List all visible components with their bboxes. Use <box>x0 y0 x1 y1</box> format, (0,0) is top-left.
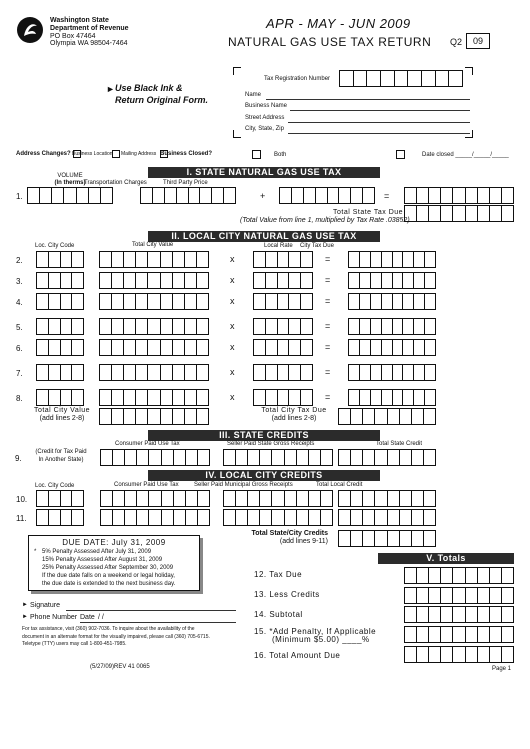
state-consumer-paid-input[interactable] <box>100 449 210 466</box>
date-label: Date <box>80 614 95 621</box>
city-value-input[interactable] <box>99 364 209 381</box>
line12-tax-due-input[interactable] <box>404 567 514 584</box>
total-local-credit-header: Total Local Credit <box>316 482 363 488</box>
multiply-sign: x <box>230 254 235 264</box>
ink-note-line1: Use Black Ink & <box>115 83 183 93</box>
agency-name-line1: Washington State <box>50 17 109 24</box>
multiply-sign: x <box>230 321 235 331</box>
corner-mark <box>465 67 473 75</box>
plus-sign: + <box>260 191 266 201</box>
line14-label: 14. Subtotal <box>254 610 303 619</box>
washington-state-seal-logo <box>16 16 44 44</box>
loc-code-header: Loc. City Code <box>35 243 75 249</box>
name-field[interactable] <box>266 99 470 100</box>
row-number: 5. <box>16 323 23 332</box>
line14-subtotal-input[interactable] <box>404 606 514 623</box>
line11-consumer-paid-input[interactable] <box>100 509 210 526</box>
state-consumer-paid-header: Consumer Paid Use Tax <box>115 441 180 447</box>
tax-period: APR - MAY - JUN 2009 <box>266 16 411 31</box>
row-number: 6. <box>16 344 23 353</box>
row-number: 4. <box>16 298 23 307</box>
corner-mark <box>465 130 473 138</box>
line9-note1: (Credit for Tax Paid <box>35 449 87 455</box>
mailing-address-checkbox[interactable] <box>112 150 120 158</box>
sum-city-tax-label: Total City Tax Due <box>261 407 327 414</box>
loc-city-code-input[interactable] <box>36 389 84 406</box>
local-rate-input[interactable] <box>253 251 313 268</box>
line9-number: 9. <box>15 454 22 463</box>
local-seller-paid-header: Seller Paid Municipal Gross Receipts <box>194 482 293 488</box>
ink-note-arrow: ► <box>106 84 115 94</box>
line11-total-credit-input[interactable] <box>338 509 436 526</box>
line15-label: 15. *Add Penalty, If Applicable <box>254 627 377 636</box>
form-title: NATURAL GAS USE TAX RETURN <box>228 35 432 49</box>
ink-note-line2: Return Original Form. <box>115 95 209 105</box>
assistance-note: For tax assistance, visit (360) 902-7036. To inquire about the availability of the document in an alternate format for the visually impaired, please call (360) 705-6715. Teletype (TTY) users may call 1-800-451-7985. <box>22 626 210 647</box>
volume-input[interactable] <box>27 187 113 204</box>
total-credits-input[interactable] <box>338 530 436 547</box>
equals-sign: = <box>325 367 331 377</box>
equals-sign: = <box>325 275 331 285</box>
multiply-sign: x <box>230 275 235 285</box>
line10-loc-code-input[interactable] <box>36 490 84 507</box>
penalty-line5: the due date is extended to the next business day. <box>42 581 176 587</box>
section2-banner: II. LOCAL CITY NATURAL GAS USE TAX <box>148 231 380 242</box>
city-label: City, State, Zip <box>245 126 284 132</box>
agency-city: Olympia WA 98504-7464 <box>50 40 128 47</box>
business-name-field[interactable] <box>290 110 470 111</box>
sum-city-value-label: Total City Value <box>33 407 91 414</box>
business-location-label: Business Location <box>72 151 113 157</box>
line9-note2: In Another State) <box>38 457 84 463</box>
total-state-tax-label: Total State Tax Due <box>333 209 404 216</box>
equals-sign: = <box>325 254 331 264</box>
total-city-value-input[interactable] <box>99 408 209 425</box>
row-number: 3. <box>16 277 23 286</box>
city-tax-due-input[interactable] <box>348 251 436 268</box>
loc-city-code-input[interactable] <box>36 251 84 268</box>
city-value-input[interactable] <box>99 272 209 289</box>
line11-number: 11. <box>16 514 27 523</box>
city-tax-due-input[interactable] <box>348 339 436 356</box>
equals-sign: = <box>325 342 331 352</box>
quarter-label: Q2 <box>450 37 463 47</box>
line12-label: 12. Tax Due <box>254 570 303 579</box>
penalty-line4: If the due date falls on a weekend or legal holiday, <box>42 573 175 579</box>
sum-city-tax-note: (add lines 2-8) <box>271 415 317 422</box>
local-rate-input[interactable] <box>253 364 313 381</box>
name-label: Name <box>245 92 262 98</box>
street-field[interactable] <box>288 122 470 123</box>
line11-loc-code-input[interactable] <box>36 509 84 526</box>
line1-total-value-input[interactable] <box>404 187 514 204</box>
phone-arrow-icon: ► <box>22 614 28 620</box>
line10-seller-paid-input[interactable] <box>223 490 333 507</box>
line13-credits-input[interactable] <box>404 587 514 604</box>
city-value-input[interactable] <box>99 318 209 335</box>
loc-city-code-input[interactable] <box>36 293 84 310</box>
local-consumer-paid-header: Consumer Paid Use Tax <box>114 482 179 488</box>
city-value-input[interactable] <box>99 251 209 268</box>
city-tax-due-input[interactable] <box>348 293 436 310</box>
line1-number: 1. <box>16 192 23 201</box>
street-label: Street Address <box>245 115 285 121</box>
registration-number-input[interactable] <box>339 70 463 87</box>
mailing-address-label: Mailing Address <box>121 151 157 157</box>
third-party-input[interactable] <box>279 187 375 204</box>
local-rate-header: Local Rate <box>264 243 293 249</box>
total-credits-note: (add lines 9-11) <box>279 538 328 545</box>
penalty-line3: 25% Penalty Assessed After September 30, 2009 <box>42 565 174 571</box>
phone-label: Phone Number <box>30 614 78 621</box>
equals-sign: = <box>384 191 390 201</box>
total-credits-label: Total State/City Credits <box>251 530 328 537</box>
equals-sign: = <box>325 296 331 306</box>
state-seller-paid-input[interactable] <box>223 449 333 466</box>
line10-number: 10. <box>16 495 28 504</box>
state-seller-paid-header: Seller Paid State Gross Receipts <box>227 441 315 447</box>
quarter-box: 09 <box>466 33 490 49</box>
transport-input[interactable] <box>140 187 236 204</box>
signature-label: Signature <box>30 602 60 609</box>
city-tax-due-input[interactable] <box>348 389 436 406</box>
form-number: (5/27/09)REV 41 0065 <box>90 664 150 670</box>
total-state-credit-header: Total State Credit <box>376 441 423 447</box>
agency-name-line2: Department of Revenue <box>50 25 129 32</box>
totals-banner: V. Totals <box>378 553 514 564</box>
date-closed-field[interactable]: Date closed _____/_____/_____ <box>422 152 509 158</box>
line15-min: (Minimum $5.00) ____% <box>272 635 370 644</box>
signature-arrow-icon: ► <box>22 602 28 608</box>
line10-consumer-paid-input[interactable] <box>100 490 210 507</box>
line10-total-credit-input[interactable] <box>338 490 436 507</box>
agency-po-box: PO Box 47464 <box>50 33 96 40</box>
business-name-label: Business Name <box>245 103 288 109</box>
loc-city-code-input[interactable] <box>36 272 84 289</box>
section4-banner: IV. LOCAL CITY CREDITS <box>148 470 380 481</box>
signature-field[interactable] <box>66 610 236 611</box>
penalty-asterisk: * <box>34 549 37 555</box>
date-field[interactable] <box>96 622 236 623</box>
both-checkbox[interactable] <box>252 150 261 159</box>
city-value-input[interactable] <box>99 339 209 356</box>
corner-mark <box>233 130 241 138</box>
line13-label: 13. Less Credits <box>254 590 320 599</box>
line16-label: 16. Total Amount Due <box>254 651 341 660</box>
third-party-label: Third Party Price <box>163 180 208 186</box>
transport-label: Transportation Charges <box>84 180 147 186</box>
local-rate-input[interactable] <box>253 272 313 289</box>
date-closed-checkbox[interactable] <box>396 150 405 159</box>
row-number: 8. <box>16 394 23 403</box>
total-state-tax-input[interactable] <box>404 205 514 222</box>
line15-penalty-input[interactable] <box>404 626 514 643</box>
section1-banner: I. STATE NATURAL GAS USE TAX <box>148 167 380 178</box>
page-number: Page 1 <box>492 666 512 672</box>
both-label: Both <box>274 152 287 158</box>
local-rate-input[interactable] <box>253 318 313 335</box>
total-city-value-header: Total City Value <box>132 242 174 248</box>
equals-sign: = <box>325 321 331 331</box>
date-blank: / / <box>98 614 104 621</box>
total-city-tax-input[interactable] <box>338 408 436 425</box>
registration-label: Tax Registration Number <box>264 76 331 82</box>
address-changes-label: Address Changes? <box>16 151 71 157</box>
city-tax-due-header: City Tax Due <box>300 243 334 249</box>
total-state-credit-input[interactable] <box>338 449 436 466</box>
row-number: 7. <box>16 369 23 378</box>
loc-city-code-input[interactable] <box>36 318 84 335</box>
city-tax-due-input[interactable] <box>348 364 436 381</box>
section3-banner: III. STATE CREDITS <box>148 430 380 441</box>
penalty-line1: 5% Penalty Assessed After July 31, 2009 <box>42 549 152 555</box>
loc-city-code-input[interactable] <box>36 364 84 381</box>
volume-label: VOLUME <box>57 173 83 179</box>
row-number: 2. <box>16 256 23 265</box>
business-closed-label: Business Closed? <box>160 151 213 157</box>
city-value-input[interactable] <box>99 389 209 406</box>
city-field[interactable] <box>288 133 470 134</box>
penalty-line2: 15% Penalty Assessed After August 31, 2009 <box>42 557 163 563</box>
multiply-sign: x <box>230 296 235 306</box>
corner-mark <box>233 67 241 75</box>
city-tax-due-input[interactable] <box>348 318 436 335</box>
multiply-sign: x <box>230 367 235 377</box>
multiply-sign: x <box>230 392 235 402</box>
loc-city-code-input[interactable] <box>36 339 84 356</box>
local-loc-code-header: Loc. City Code <box>35 483 75 489</box>
equals-sign: = <box>325 392 331 402</box>
line16-total-due-input[interactable] <box>404 646 514 663</box>
local-rate-input[interactable] <box>253 389 313 406</box>
city-tax-due-input[interactable] <box>348 272 436 289</box>
due-date-title: DUE DATE: July 31, 2009 <box>62 538 166 547</box>
sum-city-value-note: (add lines 2-8) <box>39 415 85 422</box>
total-state-tax-note: (Total Value from line 1, multiplied by Tax Rate .03852) <box>240 217 410 224</box>
multiply-sign: x <box>230 342 235 352</box>
city-value-input[interactable] <box>99 293 209 310</box>
line11-seller-paid-input[interactable] <box>223 509 333 526</box>
in-therms-label: (In therms) <box>54 180 86 186</box>
local-rate-input[interactable] <box>253 293 313 310</box>
local-rate-input[interactable] <box>253 339 313 356</box>
